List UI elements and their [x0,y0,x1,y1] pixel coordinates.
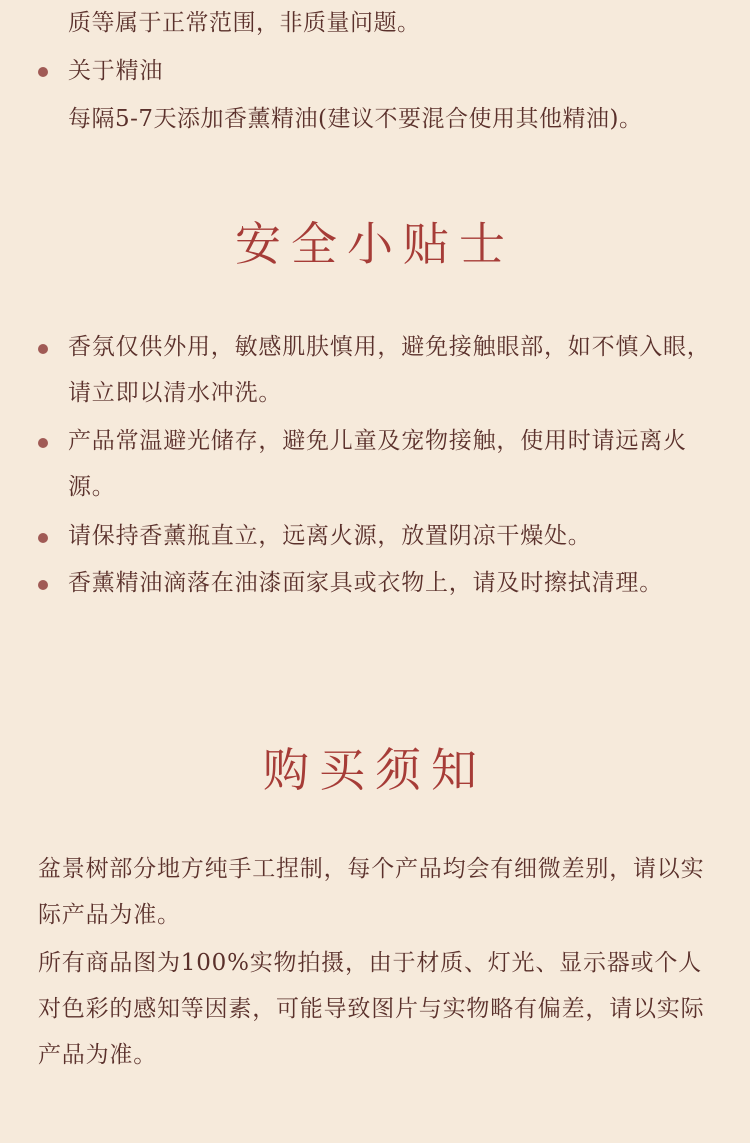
safety-item-text: 产品常温避光储存，避免儿童及宠物接触，使用时请远离火源。 [68,428,687,500]
bullet-dot-icon [38,438,48,448]
bullet-dot-icon [38,533,48,543]
purchase-paragraph-1: 盆景树部分地方纯手工捏制，每个产品均会有细微差别，请以实际产品为准。 [38,856,705,928]
purchase-paragraph-2: 所有商品图为100%实物拍摄，由于材质、灯光、显示器或个人对色彩的感知等因素，可能导致图片与实物略有偏差，请以实际产品为准。 [38,950,705,1068]
safety-item-text: 香氛仅供外用，敏感肌肤慎用，避免接触眼部，如不慎入眼，请立即以清水冲洗。 [68,334,711,406]
oil-item-title: 关于精油 [68,58,164,84]
safety-heading: 安全小贴士 [235,217,515,271]
safety-item-text: 请保持香薰瓶直立，远离火源，放置阴凉干燥处。 [68,523,592,549]
bullet-dot-icon [38,67,48,77]
bullet-dot-icon [38,580,48,590]
oil-item-detail: 每隔5-7天添加香薰精油(建议不要混合使用其他精油)。 [68,106,643,132]
purchase-heading: 购买须知 [263,743,487,797]
safety-item-text: 香薰精油滴落在油漆面家具或衣物上，请及时擦拭清理。 [68,570,663,596]
continuation-text: 质等属于正常范围，非质量问题。 [68,10,421,36]
bullet-dot-icon [38,344,48,354]
